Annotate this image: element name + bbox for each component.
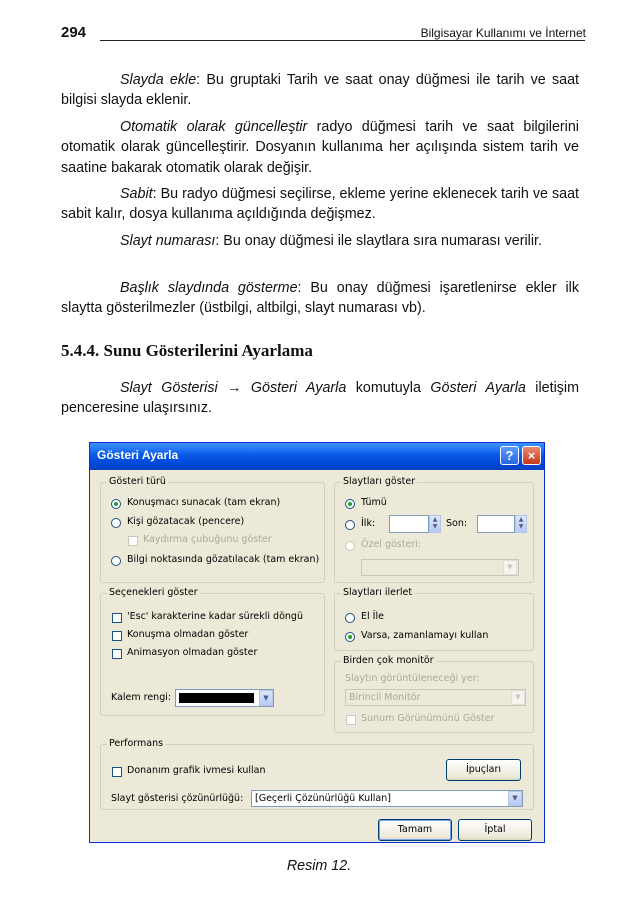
paragraph-slayda-ekle: [61, 70, 579, 111]
from-spinner-icon[interactable]: ▲ ▼: [429, 515, 441, 533]
header-rule: [100, 40, 585, 41]
all-slides-radio[interactable]: [345, 499, 355, 509]
display-on-value: Birincil Monitör: [349, 692, 421, 703]
resolution-label: Slayt gösterisi çözünürlüğü:: [111, 793, 244, 804]
arrow-icon: →: [227, 380, 242, 396]
dialog-name: Gösteri Ayarla: [430, 380, 526, 396]
presenter-view-label: Sunum Görünümünü Göster: [361, 713, 495, 724]
performance-group: [100, 738, 534, 810]
menu-command: Slayt Gösterisi: [120, 380, 218, 396]
menu-command: Gösteri Ayarla: [250, 380, 347, 396]
chevron-down-icon[interactable]: ▼: [503, 560, 517, 575]
individual-radio[interactable]: [111, 518, 121, 528]
help-button[interactable]: ?: [500, 446, 519, 465]
paragraph-gosteri-ayarla: [61, 378, 579, 419]
group-title: Seçenekleri göster: [109, 587, 198, 598]
paragraph-baslik: [61, 278, 579, 319]
resolution-value: [Geçerli Çözünürlüğü Kullan]: [255, 793, 391, 804]
paragraph-text: radyo düğmesi tarih ve saat bilgilerini otomatik olarak güncelleştirir. Dosyanın kullanıma her açılışında sistem tarih ve saatine bakarak otomatik olarak değişir.: [61, 119, 579, 176]
paragraph-otomatik: [61, 117, 579, 178]
show-scrollbar-checkbox[interactable]: [128, 536, 138, 546]
book-title: Bilgisayar Kullanımı ve İnternet: [420, 26, 586, 40]
group-title: Birden çok monitör: [343, 655, 434, 666]
term: Slayt numarası: [120, 233, 216, 249]
ok-button[interactable]: Tamam: [378, 819, 452, 841]
close-button[interactable]: ×: [522, 446, 541, 465]
paragraph-text: komutuyla: [346, 380, 431, 396]
pen-color-swatch: [179, 693, 254, 703]
group-title: Gösteri türü: [109, 476, 166, 487]
multiple-monitors-group: [334, 655, 534, 733]
loop-checkbox[interactable]: [112, 613, 122, 623]
display-on-label: Slaytın görüntüleneceği yer:: [345, 673, 480, 684]
group-title: Performans: [109, 738, 164, 749]
paragraph-text: : Bu onay düğmesi ile slaytlara sıra numarası verilir.: [215, 233, 542, 249]
cancel-button[interactable]: İptal: [458, 819, 532, 841]
no-narration-label[interactable]: Konuşma olmadan göster: [127, 629, 249, 640]
custom-show-label: Özel gösteri:: [361, 539, 422, 550]
dialog-title: Gösteri Ayarla: [97, 448, 179, 462]
show-options-group: [100, 587, 325, 716]
to-input[interactable]: [477, 515, 515, 533]
group-title: Slaytları ilerlet: [343, 587, 413, 598]
tips-button[interactable]: İpuçları: [446, 759, 521, 781]
term: Slayda ekle: [120, 72, 197, 88]
to-label: Son:: [446, 518, 468, 529]
show-type-group: [100, 476, 325, 583]
display-on-select[interactable]: [345, 689, 526, 706]
hardware-acceleration-checkbox[interactable]: [112, 767, 122, 777]
presenter-label[interactable]: Konuşmacı sunacak (tam ekran): [127, 497, 281, 508]
kiosk-label[interactable]: Bilgi noktasında gözatılacak (tam ekran): [127, 554, 320, 565]
presenter-radio[interactable]: [111, 499, 121, 509]
paragraph-sabit: [61, 184, 579, 225]
paragraph-text: iletişim penceresine ulaşırsınız.: [61, 380, 579, 417]
presenter-view-checkbox[interactable]: [346, 715, 356, 725]
term: Sabit: [120, 186, 153, 202]
show-scrollbar-label: Kaydırma çubuğunu göster: [143, 534, 272, 545]
chevron-down-icon[interactable]: ▼: [511, 690, 525, 705]
from-label[interactable]: İlk:: [361, 518, 376, 529]
loop-label[interactable]: 'Esc' karakterine kadar sürekli döngü: [127, 611, 303, 622]
custom-show-select[interactable]: [361, 559, 519, 576]
term: Otomatik olarak güncelleştir: [120, 119, 308, 135]
group-title: Slaytları göster: [343, 476, 416, 487]
kiosk-radio[interactable]: [111, 556, 121, 566]
manual-advance-label[interactable]: El İle: [361, 611, 384, 622]
individual-label[interactable]: Kişi gözatacak (pencere): [127, 516, 245, 527]
chevron-down-icon[interactable]: ▼: [508, 791, 522, 806]
paragraph-slayt-numarasi: [61, 231, 579, 251]
from-input[interactable]: [389, 515, 429, 533]
no-animation-label[interactable]: Animasyon olmadan göster: [127, 647, 258, 658]
paragraph-text: : Bu onay düğmesi işaretlenirse ekler ilk slaytta gösterilmezler (üstbilgi, altbilgi, slayt numarası vb).: [61, 280, 579, 317]
use-timings-radio[interactable]: [345, 632, 355, 642]
no-animation-checkbox[interactable]: [112, 649, 122, 659]
use-timings-label[interactable]: Varsa, zamanlamayı kullan: [361, 630, 489, 641]
advance-slides-group: [334, 587, 534, 651]
paragraph-text: : Bu gruptaki Tarih ve saat onay düğmesi ile tarih ve saat bilgisi slayda eklenir.: [61, 72, 579, 109]
custom-show-radio[interactable]: [345, 541, 355, 551]
resolution-select[interactable]: [251, 790, 523, 807]
section-heading: 5.4.4. Sunu Gösterilerini Ayarlama: [61, 341, 313, 360]
to-spinner-icon[interactable]: ▲ ▼: [515, 515, 527, 533]
chevron-down-icon[interactable]: ▼: [259, 690, 273, 706]
term: Başlık slaydında gösterme: [120, 280, 298, 296]
from-radio[interactable]: [345, 520, 355, 530]
pen-color-label: Kalem rengi:: [111, 692, 172, 703]
page-number: 294: [61, 24, 87, 41]
show-slides-group: [334, 476, 534, 583]
manual-advance-radio[interactable]: [345, 613, 355, 623]
dialog-title-bar[interactable]: [90, 443, 544, 470]
figure-caption: Resim 12.: [286, 858, 352, 874]
hardware-acceleration-label[interactable]: Donanım grafik ivmesi kullan: [127, 765, 266, 776]
all-slides-label[interactable]: Tümü: [361, 497, 387, 508]
paragraph-text: : Bu radyo düğmesi seçilirse, ekleme yerine eklenecek tarih ve saat sabit kalır, dosya kullanıma açıldığında değişmez.: [61, 186, 579, 223]
show-settings-dialog: [89, 442, 545, 843]
no-narration-checkbox[interactable]: [112, 631, 122, 641]
